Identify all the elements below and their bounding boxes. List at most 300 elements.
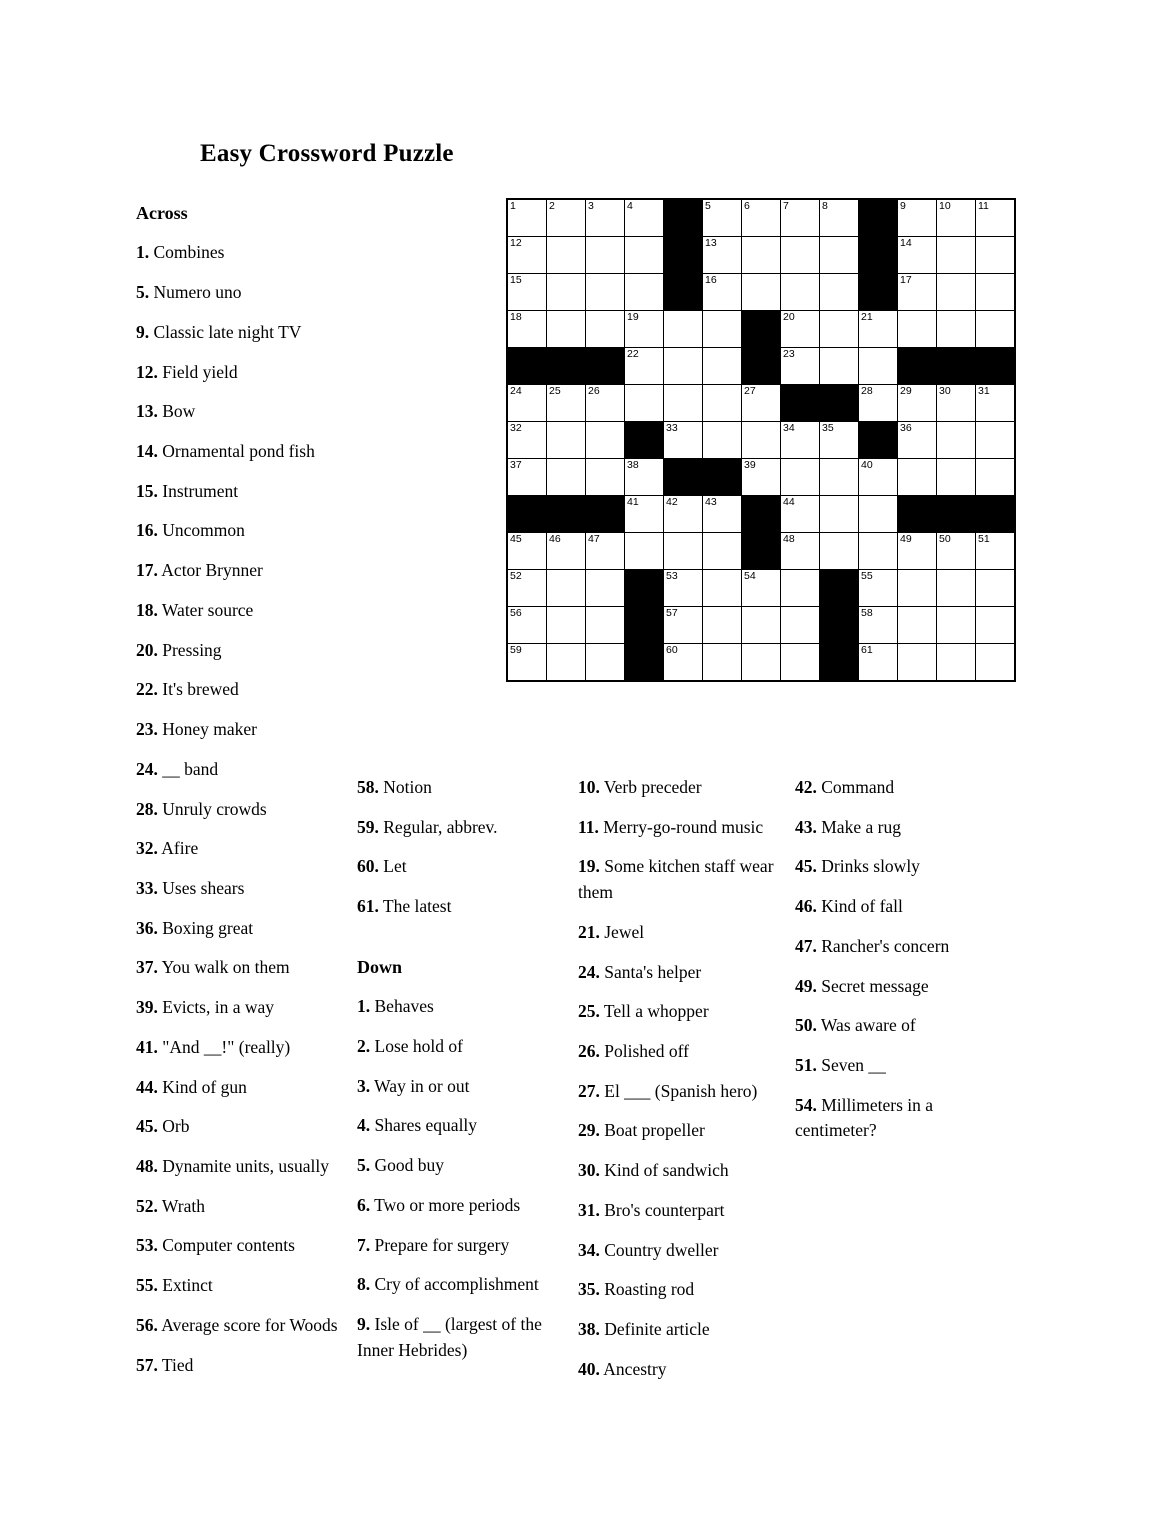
clue-number: 1. xyxy=(357,996,371,1017)
grid-cell-block xyxy=(586,348,625,385)
clue-number: 36. xyxy=(136,917,158,938)
grid-cell[interactable] xyxy=(781,644,820,682)
clue-text: Uncommon xyxy=(157,520,245,541)
clue-item xyxy=(136,1233,354,1259)
clue-item xyxy=(357,775,553,801)
grid-cell-number: 4 xyxy=(627,200,633,212)
grid-cell[interactable] xyxy=(859,348,898,385)
grid-cell[interactable] xyxy=(703,199,742,237)
grid-cell[interactable] xyxy=(547,644,586,682)
clue-text: Actor Brynner xyxy=(157,560,263,581)
clue-text: "And __!" (really) xyxy=(157,1036,291,1057)
grid-cell[interactable] xyxy=(664,311,703,348)
grid-cell[interactable] xyxy=(742,644,781,682)
grid-cell[interactable] xyxy=(820,459,859,496)
grid-cell[interactable] xyxy=(859,644,898,682)
grid-cell-block xyxy=(664,274,703,311)
clue-item xyxy=(136,916,354,942)
clue-item xyxy=(578,999,784,1025)
grid-cell-block xyxy=(625,644,664,682)
grid-cell-number: 12 xyxy=(510,237,522,249)
grid-cell[interactable] xyxy=(703,274,742,311)
grid-cell[interactable] xyxy=(859,385,898,422)
grid-cell[interactable] xyxy=(937,274,976,311)
grid-cell[interactable] xyxy=(586,459,625,496)
clue-text: Tied xyxy=(157,1354,194,1375)
grid-cell-number: 8 xyxy=(822,200,828,212)
clue-text: Kind of sandwich xyxy=(599,1160,729,1181)
clue-number: 5. xyxy=(136,282,150,303)
clue-text: Roasting rod xyxy=(599,1279,695,1300)
grid-cell[interactable] xyxy=(625,274,664,311)
clue-number: 6. xyxy=(357,1194,371,1215)
clue-number: 10. xyxy=(578,777,600,797)
clue-number: 19. xyxy=(578,856,600,877)
clue-number: 16. xyxy=(136,520,158,541)
clue-item xyxy=(578,1118,784,1144)
clue-number: 37. xyxy=(136,957,158,978)
clue-item xyxy=(795,854,1005,880)
grid-cell[interactable] xyxy=(547,607,586,644)
grid-cell[interactable] xyxy=(547,237,586,274)
clue-number: 47. xyxy=(795,935,817,956)
grid-row xyxy=(507,348,1015,385)
grid-cell[interactable] xyxy=(976,607,1016,644)
across-heading: Across xyxy=(136,203,188,223)
clue-text: Definite article xyxy=(599,1319,710,1340)
grid-cell[interactable] xyxy=(507,533,547,570)
grid-cell-number: 22 xyxy=(627,348,639,360)
clue-text: Command xyxy=(816,777,895,797)
grid-cell[interactable] xyxy=(547,385,586,422)
grid-cell[interactable] xyxy=(547,274,586,311)
clue-item xyxy=(578,920,784,946)
grid-cell-block xyxy=(898,348,937,385)
grid-cell-block xyxy=(664,459,703,496)
clue-number: 3. xyxy=(357,1075,371,1096)
clue-item xyxy=(578,1357,784,1383)
clue-number: 39. xyxy=(136,997,158,1018)
clue-item xyxy=(136,240,354,266)
across-clue-list-2 xyxy=(357,775,553,920)
grid-cell-number: 56 xyxy=(510,607,522,619)
clue-item xyxy=(136,320,354,346)
clue-item xyxy=(357,1074,553,1100)
grid-cell-block xyxy=(859,274,898,311)
grid-cell[interactable] xyxy=(781,496,820,533)
grid-cell[interactable] xyxy=(625,533,664,570)
grid-cell[interactable] xyxy=(547,422,586,459)
clue-text: Pressing xyxy=(157,639,222,660)
grid-cell[interactable] xyxy=(507,570,547,607)
grid-cell[interactable] xyxy=(820,311,859,348)
grid-cell[interactable] xyxy=(625,348,664,385)
grid-cell[interactable] xyxy=(742,570,781,607)
clue-number: 18. xyxy=(136,599,158,620)
grid-cell-number: 58 xyxy=(861,607,873,619)
grid-cell[interactable] xyxy=(507,274,547,311)
clue-item xyxy=(136,280,354,306)
grid-cell-number: 1 xyxy=(510,200,516,212)
grid-cell[interactable] xyxy=(742,459,781,496)
clue-item xyxy=(578,854,784,905)
grid-cell[interactable] xyxy=(625,496,664,533)
clue-text: Instrument xyxy=(157,480,239,501)
clue-text: Bro's counterpart xyxy=(599,1199,725,1220)
grid-row xyxy=(507,311,1015,348)
clue-item xyxy=(578,1198,784,1224)
grid-cell[interactable] xyxy=(820,274,859,311)
grid-cell-block xyxy=(742,533,781,570)
grid-cell[interactable] xyxy=(898,385,937,422)
grid-cell-block xyxy=(781,385,820,422)
grid-cell-number: 48 xyxy=(783,533,795,545)
grid-cell[interactable] xyxy=(703,570,742,607)
clue-item xyxy=(136,797,354,823)
grid-cell-number: 32 xyxy=(510,422,522,434)
clue-text: Evicts, in a way xyxy=(157,997,275,1018)
clue-text: Good buy xyxy=(370,1155,445,1176)
page-title: Easy Crossword Puzzle xyxy=(200,140,454,167)
grid-cell-block xyxy=(859,199,898,237)
grid-cell[interactable] xyxy=(937,607,976,644)
grid-cell[interactable] xyxy=(703,348,742,385)
clue-item xyxy=(136,598,354,624)
clue-text: Seven __ xyxy=(816,1055,886,1076)
clue-text: Was aware of xyxy=(816,1015,916,1036)
clue-item xyxy=(578,1277,784,1303)
clue-number: 9. xyxy=(357,1314,371,1335)
clue-item xyxy=(357,1233,553,1259)
clue-item xyxy=(578,1039,784,1065)
grid-row xyxy=(507,533,1015,570)
grid-cell-number: 9 xyxy=(900,200,906,212)
grid-cell[interactable] xyxy=(742,385,781,422)
grid-cell[interactable] xyxy=(859,496,898,533)
clue-text: Ornamental pond fish xyxy=(157,441,315,462)
grid-cell-block xyxy=(625,607,664,644)
grid-cell[interactable] xyxy=(976,199,1016,237)
grid-cell[interactable] xyxy=(625,459,664,496)
grid-cell[interactable] xyxy=(507,422,547,459)
grid-cell-number: 55 xyxy=(861,570,873,582)
clue-item xyxy=(795,1053,1005,1079)
grid-cell[interactable] xyxy=(859,459,898,496)
clue-text: Honey maker xyxy=(157,719,258,740)
clue-text: Kind of fall xyxy=(816,896,903,917)
clue-number: 35. xyxy=(578,1279,600,1300)
grid-cell-block xyxy=(586,496,625,533)
grid-cell[interactable] xyxy=(586,237,625,274)
grid-cell-number: 52 xyxy=(510,570,522,582)
grid-cell[interactable] xyxy=(976,385,1016,422)
clue-item xyxy=(357,1312,553,1363)
grid-cell[interactable] xyxy=(976,533,1016,570)
grid-cell[interactable] xyxy=(976,237,1016,274)
grid-cell[interactable] xyxy=(781,199,820,237)
clue-text: Shares equally xyxy=(370,1115,478,1136)
grid-cell[interactable] xyxy=(703,422,742,459)
grid-cell[interactable] xyxy=(586,385,625,422)
clue-text: Way in or out xyxy=(370,1075,470,1096)
grid-cell[interactable] xyxy=(625,237,664,274)
grid-cell[interactable] xyxy=(976,422,1016,459)
grid-cell[interactable] xyxy=(586,422,625,459)
grid-cell[interactable] xyxy=(586,570,625,607)
clue-text: Two or more periods xyxy=(370,1194,521,1215)
grid-cell[interactable] xyxy=(664,570,703,607)
clue-number: 23. xyxy=(136,719,158,740)
clue-number: 59. xyxy=(357,816,379,837)
down-clue-list-1 xyxy=(357,994,553,1363)
grid-cell-block xyxy=(976,348,1016,385)
grid-cell[interactable] xyxy=(976,311,1016,348)
grid-cell[interactable] xyxy=(547,199,586,237)
clue-text: Tell a whopper xyxy=(599,1001,709,1022)
clue-number: 30. xyxy=(578,1160,600,1181)
grid-cell-number: 24 xyxy=(510,385,522,397)
grid-cell[interactable] xyxy=(625,385,664,422)
grid-cell[interactable] xyxy=(937,385,976,422)
grid-cell[interactable] xyxy=(586,533,625,570)
clue-text: Prepare for surgery xyxy=(370,1234,510,1255)
across-clues-column-1 xyxy=(136,200,354,1392)
grid-cell[interactable] xyxy=(664,607,703,644)
grid-cell[interactable] xyxy=(625,311,664,348)
grid-cell[interactable] xyxy=(898,311,937,348)
grid-cell[interactable] xyxy=(976,570,1016,607)
clue-text: Notion xyxy=(378,777,432,797)
clue-number: 20. xyxy=(136,639,158,660)
clue-number: 29. xyxy=(578,1120,600,1141)
clue-item xyxy=(136,1313,354,1339)
clue-text: Bow xyxy=(157,401,196,422)
clue-number: 24. xyxy=(136,758,158,779)
grid-cell[interactable] xyxy=(742,274,781,311)
clue-number: 56. xyxy=(136,1314,158,1335)
grid-cell[interactable] xyxy=(703,644,742,682)
clue-text: Numero uno xyxy=(149,282,242,303)
clue-text: Lose hold of xyxy=(370,1036,463,1057)
grid-cell-number: 49 xyxy=(900,533,912,545)
grid-cell[interactable] xyxy=(820,199,859,237)
clue-text: Country dweller xyxy=(599,1239,719,1260)
clue-item xyxy=(136,836,354,862)
grid-cell[interactable] xyxy=(703,533,742,570)
grid-cell[interactable] xyxy=(586,274,625,311)
grid-cell[interactable] xyxy=(586,607,625,644)
grid-cell[interactable] xyxy=(703,607,742,644)
clue-number: 17. xyxy=(136,560,158,581)
clue-number: 4. xyxy=(357,1115,371,1136)
clue-item xyxy=(357,1034,553,1060)
grid-cell[interactable] xyxy=(664,385,703,422)
across-clues-column-2 xyxy=(357,775,553,1378)
grid-cell-block xyxy=(507,348,547,385)
grid-cell[interactable] xyxy=(937,422,976,459)
grid-cell[interactable] xyxy=(859,607,898,644)
grid-cell[interactable] xyxy=(937,311,976,348)
grid-cell[interactable] xyxy=(664,644,703,682)
grid-cell-number: 16 xyxy=(705,274,717,286)
grid-cell[interactable] xyxy=(664,533,703,570)
grid-cell-number: 23 xyxy=(783,348,795,360)
down-clues-column-3 xyxy=(795,775,1005,1158)
clue-item xyxy=(136,1154,354,1180)
clue-number: 25. xyxy=(578,1001,600,1022)
grid-cell[interactable] xyxy=(781,237,820,274)
grid-cell[interactable] xyxy=(742,237,781,274)
grid-cell-number: 45 xyxy=(510,533,522,545)
clue-text: Verb preceder xyxy=(599,777,702,797)
grid-cell[interactable] xyxy=(898,644,937,682)
clue-item xyxy=(357,994,553,1020)
grid-cell[interactable] xyxy=(664,496,703,533)
grid-cell[interactable] xyxy=(898,274,937,311)
grid-cell[interactable] xyxy=(781,422,820,459)
grid-cell[interactable] xyxy=(937,570,976,607)
grid-cell[interactable] xyxy=(664,348,703,385)
grid-cell[interactable] xyxy=(937,459,976,496)
clue-text: Average score for Woods xyxy=(157,1314,338,1335)
grid-cell[interactable] xyxy=(820,422,859,459)
grid-cell[interactable] xyxy=(781,311,820,348)
grid-cell[interactable] xyxy=(898,607,937,644)
clue-item xyxy=(136,479,354,505)
grid-cell[interactable] xyxy=(781,533,820,570)
grid-cell[interactable] xyxy=(781,607,820,644)
grid-cell[interactable] xyxy=(781,274,820,311)
grid-cell[interactable] xyxy=(820,496,859,533)
grid-cell-number: 41 xyxy=(627,496,639,508)
clue-item xyxy=(136,399,354,425)
grid-cell[interactable] xyxy=(976,459,1016,496)
grid-cell[interactable] xyxy=(547,459,586,496)
clue-number: 14. xyxy=(136,441,158,462)
clue-item xyxy=(795,974,1005,1000)
grid-cell[interactable] xyxy=(898,237,937,274)
grid-cell[interactable] xyxy=(742,199,781,237)
clue-number: 61. xyxy=(357,896,379,917)
clue-item xyxy=(136,638,354,664)
clue-number: 13. xyxy=(136,401,158,422)
grid-cell[interactable] xyxy=(898,199,937,237)
grid-cell[interactable] xyxy=(859,533,898,570)
grid-cell-number: 34 xyxy=(783,422,795,434)
clue-item xyxy=(795,815,1005,841)
grid-cell[interactable] xyxy=(703,496,742,533)
grid-cell-block xyxy=(664,199,703,237)
grid-cell[interactable] xyxy=(586,199,625,237)
grid-cell[interactable] xyxy=(898,422,937,459)
grid-cell[interactable] xyxy=(507,607,547,644)
clue-number: 7. xyxy=(357,1234,371,1255)
clue-number: 2. xyxy=(357,1036,371,1057)
grid-cell-block xyxy=(664,237,703,274)
grid-cell[interactable] xyxy=(507,644,547,682)
grid-cell-block xyxy=(859,237,898,274)
crossword-grid-table[interactable] xyxy=(506,198,1016,682)
grid-cell[interactable] xyxy=(898,570,937,607)
clue-item xyxy=(578,960,784,986)
grid-cell-block xyxy=(937,348,976,385)
grid-cell[interactable] xyxy=(820,533,859,570)
clue-text: Rancher's concern xyxy=(816,935,950,956)
clue-text: Unruly crowds xyxy=(157,798,267,819)
grid-cell[interactable] xyxy=(586,311,625,348)
grid-cell-number: 2 xyxy=(549,200,555,212)
down-clue-list-2 xyxy=(578,775,784,1383)
grid-cell[interactable] xyxy=(781,459,820,496)
grid-cell[interactable] xyxy=(820,348,859,385)
grid-cell[interactable] xyxy=(703,237,742,274)
clue-text: You walk on them xyxy=(157,957,290,978)
grid-cell-number: 14 xyxy=(900,237,912,249)
grid-cell[interactable] xyxy=(742,422,781,459)
grid-cell[interactable] xyxy=(742,607,781,644)
grid-cell[interactable] xyxy=(703,385,742,422)
grid-cell[interactable] xyxy=(781,348,820,385)
clue-text: The latest xyxy=(378,896,452,917)
grid-cell[interactable] xyxy=(976,274,1016,311)
clue-number: 51. xyxy=(795,1055,817,1076)
grid-cell-number: 5 xyxy=(705,200,711,212)
clue-number: 8. xyxy=(357,1274,371,1295)
grid-cell-block xyxy=(625,422,664,459)
grid-cell-number: 11 xyxy=(978,200,989,212)
grid-cell[interactable] xyxy=(507,199,547,237)
grid-cell[interactable] xyxy=(937,199,976,237)
clue-item xyxy=(136,1273,354,1299)
grid-cell-block xyxy=(859,422,898,459)
grid-cell[interactable] xyxy=(586,644,625,682)
grid-cell[interactable] xyxy=(507,459,547,496)
clue-item xyxy=(136,717,354,743)
clue-number: 46. xyxy=(795,896,817,917)
grid-cell[interactable] xyxy=(703,311,742,348)
crossword-grid[interactable] xyxy=(506,198,1016,682)
grid-cell[interactable] xyxy=(507,237,547,274)
clue-number: 43. xyxy=(795,816,817,837)
grid-cell-number: 44 xyxy=(783,496,795,508)
clue-number: 22. xyxy=(136,679,158,700)
grid-cell[interactable] xyxy=(547,311,586,348)
grid-cell[interactable] xyxy=(547,533,586,570)
grid-cell[interactable] xyxy=(898,533,937,570)
clue-number: 9. xyxy=(136,321,150,342)
grid-cell-number: 27 xyxy=(744,385,756,397)
grid-cell[interactable] xyxy=(937,644,976,682)
grid-cell[interactable] xyxy=(507,311,547,348)
clue-item xyxy=(357,1113,553,1139)
grid-cell[interactable] xyxy=(898,459,937,496)
grid-cell[interactable] xyxy=(937,533,976,570)
grid-cell[interactable] xyxy=(664,422,703,459)
grid-cell[interactable] xyxy=(820,237,859,274)
clue-number: 50. xyxy=(795,1015,817,1036)
grid-cell[interactable] xyxy=(859,570,898,607)
clue-item xyxy=(357,1272,553,1298)
clue-text: Ancestry xyxy=(599,1358,667,1379)
grid-cell[interactable] xyxy=(507,385,547,422)
grid-cell[interactable] xyxy=(625,199,664,237)
grid-cell[interactable] xyxy=(937,237,976,274)
grid-cell[interactable] xyxy=(781,570,820,607)
grid-cell[interactable] xyxy=(547,570,586,607)
grid-cell[interactable] xyxy=(976,644,1016,682)
clue-item xyxy=(357,815,553,841)
grid-cell[interactable] xyxy=(859,311,898,348)
